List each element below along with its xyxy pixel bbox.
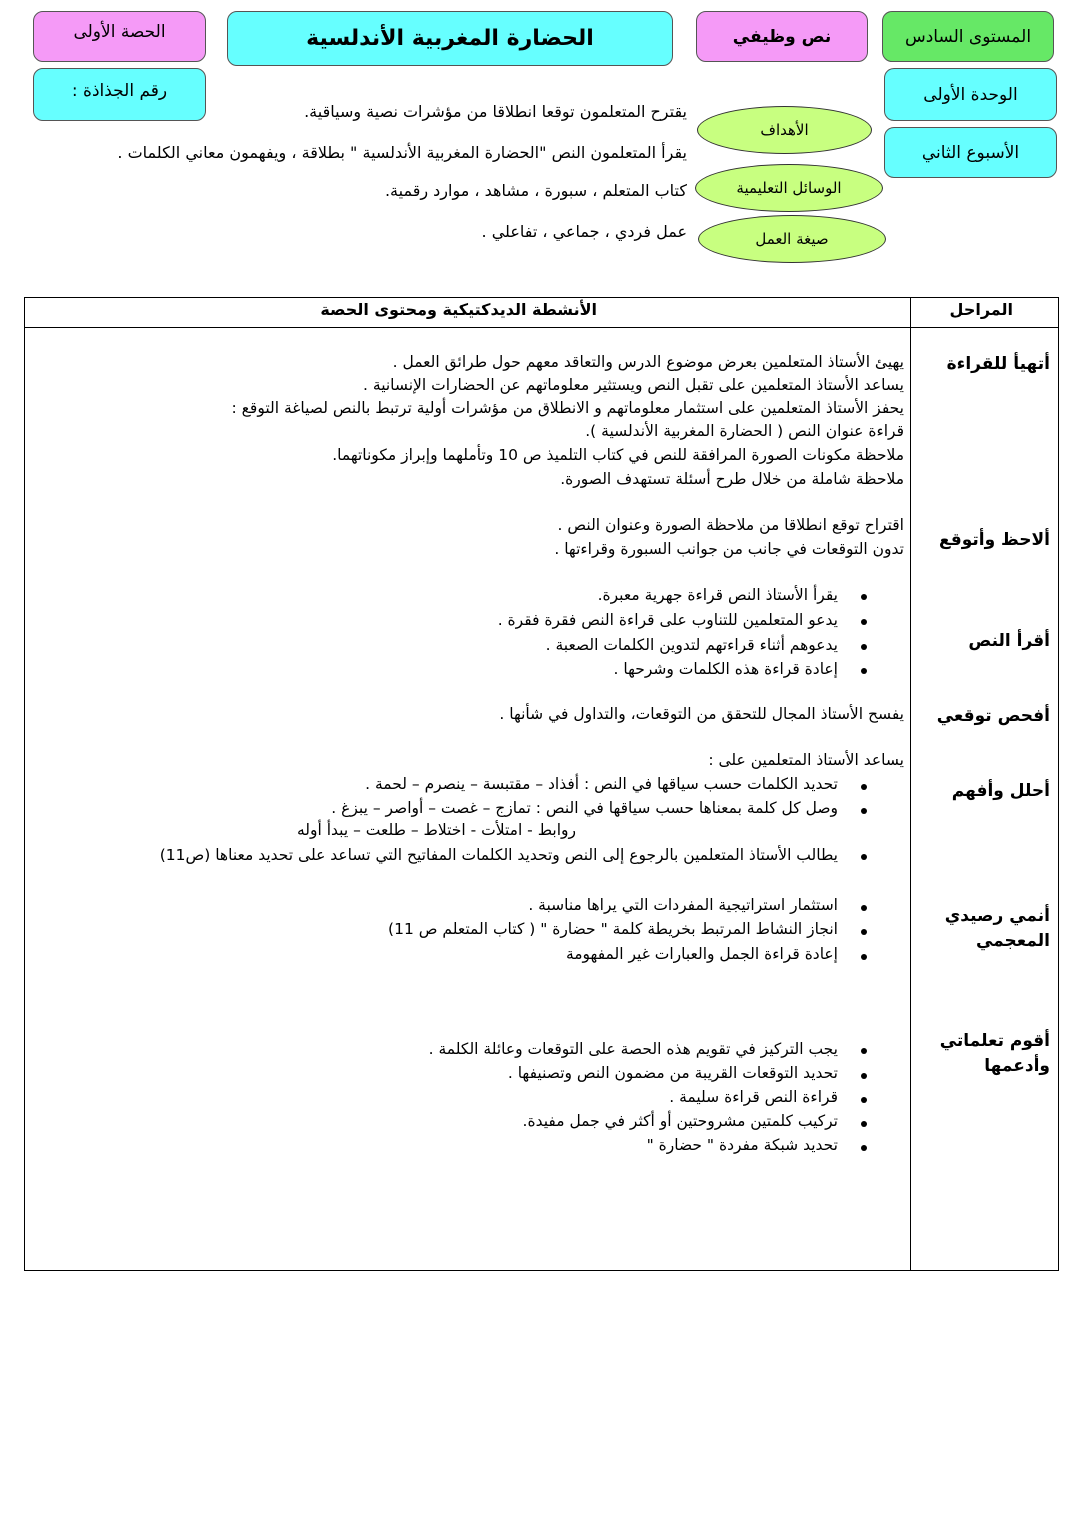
- prepare-line: ملاحظة مكونات الصورة المرافقة للنص في كتاب التلميذ ص 10 وتأملهما وإبراز مكوناتهما.: [332, 446, 904, 464]
- bullet-icon: [861, 1073, 867, 1079]
- stages-header: المراحل: [949, 300, 1013, 319]
- table-header-divider: [24, 327, 1059, 328]
- assess-item: يجب التركيز في تقويم هذه الحصة على التوقعات وعائلة الكلمة .: [428, 1040, 838, 1058]
- bullet-icon: [861, 594, 867, 600]
- level-box: [882, 11, 1054, 62]
- bullet-icon: [861, 1048, 867, 1054]
- lesson-title-box: [227, 11, 673, 66]
- analyze-item: يطالب الأستاذ المتعلمين بالرجوع إلى النص وتحديد الكلمات المفاتيح التي تساعد على تحديد معناها (ص11): [159, 846, 838, 864]
- analyze-sub-line: روابط - امتلأت - اختلاط – طلعت – يبدأ أوله: [296, 821, 576, 839]
- predict-line: تدون التوقعات في جانب من جوانب السبورة وقراءتها .: [554, 540, 904, 558]
- read-item: إعادة قراءة هذه الكلمات وشرحها .: [613, 660, 838, 678]
- stage-prepare: أتهيأ للقراءة: [946, 354, 1050, 374]
- bullet-icon: [861, 784, 867, 790]
- bullet-icon: [861, 619, 867, 625]
- week-label: الأسبوع الثاني: [921, 142, 1020, 163]
- level-label: المستوى السادس: [904, 26, 1032, 47]
- assess-item: تحديد شبكة مفردة " حضارة ": [646, 1136, 838, 1154]
- work-mode-text: عمل فردي ، جماعي ، تفاعلي .: [481, 222, 687, 241]
- aids-oval: [695, 164, 883, 212]
- bullet-icon: [861, 854, 867, 860]
- bullet-icon: [861, 1121, 867, 1127]
- stage-lexicon-line-2: المعجمي: [975, 931, 1050, 951]
- bullet-icon: [861, 905, 867, 911]
- work-mode-label: صيغة العمل: [755, 230, 829, 248]
- aids-text: كتاب المتعلم ، سبورة ، مشاهد ، موارد رقمية.: [384, 181, 687, 200]
- session-label: الحصة الأولى: [73, 22, 166, 42]
- bullet-icon: [861, 1145, 867, 1151]
- stub-number-box: [33, 68, 206, 121]
- objectives-label: الأهداف: [760, 121, 809, 139]
- stage-assess: [940, 1029, 1050, 1079]
- prepare-line: يحفز الأستاذ المتعلمين على استثمار معلوماتهم و الانطلاق من مؤشرات أولية ترتبط بالنص لصياغة التوقع :: [231, 399, 904, 417]
- table-column-divider: [910, 297, 911, 1271]
- stage-assess-line-2: وأدعمها: [984, 1056, 1050, 1076]
- objective-1: يقترح المتعلمون توقعا انطلاقا من مؤشرات نصية وسياقية.: [304, 102, 687, 121]
- analyze-item: تحديد الكلمات حسب سياقها في النص : أفذاد – مقتبسة – ينصرم – لحمة .: [365, 775, 838, 793]
- prepare-line: يهيئ الأستاذ المتعلمين بعرض موضوع الدرس والتعاقد معهم حول طرائق العمل .: [392, 353, 904, 371]
- assess-item: قراءة النص قراءة سليمة .: [669, 1088, 838, 1106]
- read-item: يقرأ الأستاذ النص قراءة جهرية معبرة.: [597, 586, 838, 604]
- predict-line: اقتراح توقع انطلاقا من ملاحظة الصورة وعنوان النص .: [557, 516, 904, 534]
- read-item: يدعو المتعلمين للتناوب على قراءة النص فقرة فقرة .: [497, 611, 838, 629]
- stage-check: أفحص توقعي: [936, 706, 1050, 726]
- analyze-intro: يساعد الأستاذ المتعلمين على :: [708, 751, 904, 769]
- bullet-icon: [861, 929, 867, 935]
- objectives-oval: [697, 106, 872, 154]
- check-line: يفسح الأستاذ المجال للتحقق من التوقعات، والتداول في شأنها .: [499, 705, 904, 723]
- text-type-label: نص وظيفي: [732, 26, 832, 47]
- text-type-box: [696, 11, 868, 62]
- lexicon-item: انجاز النشاط المرتبط بخريطة كلمة " حضارة " ( كتاب المتعلم ص 11): [388, 920, 838, 938]
- analyze-item: وصل كل كلمة بمعناها حسب سياقها في النص : تمازج – غصت – أواصر – يبزغ .: [331, 799, 838, 817]
- session-box: [33, 11, 206, 62]
- bullet-icon: [861, 668, 867, 674]
- unit-label: الوحدة الأولى: [923, 84, 1018, 105]
- stage-predict: ألاحظ وأتوقع: [938, 530, 1050, 550]
- stage-analyze: أحلل وأفهم: [951, 781, 1050, 801]
- bullet-icon: [861, 1097, 867, 1103]
- assess-item: تركيب كلمتين مشروحتين أو أكثر في جمل مفيدة.: [522, 1112, 838, 1130]
- unit-box: [884, 68, 1057, 121]
- stage-assess-line-1: أقوم تعلماتي: [939, 1031, 1050, 1051]
- bullet-icon: [861, 954, 867, 960]
- lexicon-item: إعادة قراءة الجمل والعبارات غير المفهومة: [565, 945, 838, 963]
- stage-read: أقرأ النص: [968, 631, 1050, 651]
- lexicon-item: استثمار استراتيجية المفردات التي يراها مناسبة .: [528, 896, 838, 914]
- lesson-title: الحضارة المغربية الأندلسية: [306, 26, 594, 51]
- read-item: يدعوهم أثناء قراءتهم لتدوين الكلمات الصعبة .: [545, 636, 838, 654]
- aids-label: الوسائل التعليمية: [736, 179, 842, 197]
- prepare-line: يساعد الأستاذ المتعلمين على تقبل النص ويستثير معلوماتهم عن الحضارات الإنسانية .: [363, 376, 904, 394]
- work-mode-oval: [698, 215, 886, 263]
- week-box: [884, 127, 1057, 178]
- stage-lexicon-line-1: أنمي رصيدي: [944, 906, 1050, 926]
- bullet-icon: [861, 808, 867, 814]
- bullet-icon: [861, 644, 867, 650]
- stub-number-label: رقم الجذاذة :: [71, 81, 168, 101]
- assess-item: تحديد التوقعات القريبة من مضمون النص وتصنيفها .: [507, 1064, 838, 1082]
- activities-header: الأنشطة الديدكتيكية ومحتوى الحصة: [320, 300, 597, 319]
- objective-2: يقرأ المتعلمون النص "الحضارة المغربية الأندلسية " بطلاقة ، ويفهمون معاني الكلمات .: [117, 143, 687, 162]
- prepare-line: قراءة عنوان النص ( الحضارة المغربية الأندلسية ).: [585, 422, 904, 440]
- prepare-line: ملاحظة شاملة من خلال طرح أسئلة تستهدف الصورة.: [560, 470, 904, 488]
- stage-lexicon: [945, 904, 1050, 954]
